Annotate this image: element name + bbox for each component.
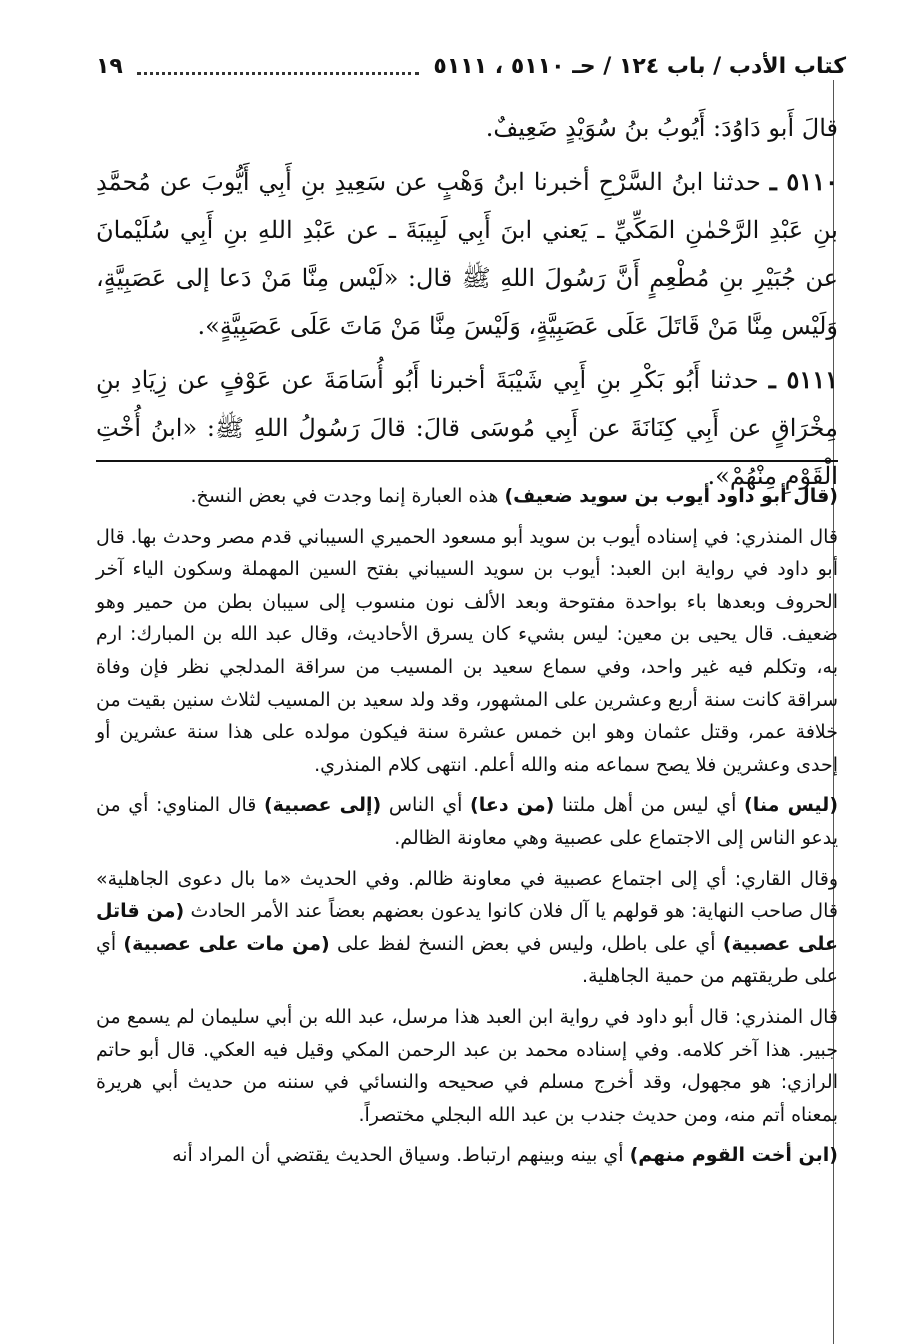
commentary-paragraph [96,789,838,854]
abu-dawud-note: قالَ أَبو دَاوُدَ: أَيُوبُ بنُ سُوَيْدٍ ضَعِيفٌ. [485,114,838,142]
commentary-text: وقال القاري: أي إلى اجتماع عصبية في معاونة ظالم. وفي الحديث «ما بال دعوى الجاهلية» قال صاحب النهاية: هو قولهم يا آل فلان كانوا يدعون بعضهم بعضاً عند الأمر الحادث [96,867,838,923]
bold-lemma: (ليس منا) [744,794,839,817]
commentary-text: أي ليس من أهل ملتنا [554,794,745,817]
running-header [96,46,846,86]
bold-lemma: (قال أبو داود أيوب بن سويد ضعيف) [504,485,838,507]
commentary-section [96,480,838,1180]
hadith-text: حدثنا أَبُو بَكْرِ بنِ أَبِي شَيْبَةَ أخبرنا أَبُو أُسَامَةَ عن عَوْفٍ عن زِيَادِ بنِ مِخْرَاقٍ عن أَبِي كِنَانَةَ عن أَبِي مُوسَى قالَ: قالَ رَسُولُ اللهِ ﷺ: «ابنُ أُخْتِ الْقَوْمِ مِنْهُمْ». [96,366,838,490]
commentary-text: هذه العبارة إنما وجدت في بعض النسخ. [190,485,505,507]
commentary-text: أي على طريقتهم من حمية الجاهلية. [96,932,838,988]
header-dot-leader [137,58,420,75]
commentary-paragraph [96,863,838,993]
bold-lemma: (من دعا) [470,794,555,817]
header-title: كتاب الأدب / باب ١٢٤ / حـ ٥١١٠ ، ٥١١١ [433,53,846,79]
separator-rule [96,460,838,462]
hadith-5111 [96,356,838,500]
commentary-paragraph [96,1139,838,1172]
hadith-5110 [96,158,838,350]
bold-lemma: (إلى عصبية) [264,794,382,817]
commentary-text: قال المناوي: أي من يدعو الناس إلى الاجتماع على عصبية وهي معاونة الظالم. [96,794,838,849]
bold-lemma: (من مات على عصبية) [123,932,330,955]
commentary-text: أي على باطل، وليس في بعض النسخ لفظ على [329,932,723,955]
bold-lemma: (من قاتل على عصبية) [96,900,838,955]
commentary-text: أي بينه وبينهم ارتباط. وسياق الحديث يقتضي أن المراد أنه [172,1144,630,1167]
hadith-number: ٥١١٠ ـ [769,167,838,196]
commentary-paragraph: قال المنذري: قال أبو داود في رواية ابن العبد هذا مرسل، عبد الله بن أبي سليمان لم يسمع من جبير. هذا آخر كلامه. وفي إسناده محمد بن عبد الرحمن المكي وقيل فيه العكي. قال أبو حاتم الرازي: هو مجهول، وقد أخرج مسلم في صحيحه والنسائي في سننه من حديث أبي هريرة بمعناه أتم منه، ومن حديث جندب بن عبد الله البجلي مختصراً. [96,1005,838,1126]
commentary-paragraph: قال المنذري: في إسناده أيوب بن سويد أبو مسعود الحميري السيباني قدم مصر وحدث بها. قال أبو داود في رواية ابن العبد: أيوب بن سويد السيباني بفتح السين المهملة وسكون الياء آخر الحروف وبعدها باء بواحدة مفتوحة وبعد الألف نون منسوب إلى سيبان بطن من حمير وهو ضعيف. قال يحيى بن معين: ليس بشيء كان يسرق الأحاديث، وقال عبد الله بن المبارك: ارم به، وتكلم فيه غير واحد، وفي سماع سعيد بن المسيب من سراقة المدلجي نظر فإن وفاة سراقة كانت سنة أربع وعشرين على المشهور، وقد ولد سعيد بن المسيب لثلاث سنين بقيت من خلافة عمر، وقتل عثمان وهو ابن خمس عشرة سنة فيكون مولده على هذا سنة عشرين أو إحدى وعشرين فلا يصح سماعه منه والله أعلم. انتهى كلام المنذري. [96,525,838,776]
commentary-paragraph [96,480,838,513]
hadith-text: حدثنا ابنُ السَّرْحِ أخبرنا ابنُ وَهْبٍ عن سَعِيدِ بنِ أَبِي أَيُّوبَ عن مُحمَّدِ بنِ عَبْدِ الرَّحْمٰنِ المَكِّيِّ ـ يَعني ابنَ أَبِي لَبِيبَةَ ـ عن عَبْدِ اللهِ بنِ أَبِي سُلَيْمانَ عن جُبَيْرِ بنِ مُطْعِمٍ أَنَّ رَسُولَ اللهِ ﷺ قال: «لَيْس مِنَّا مَنْ دَعا إلى عَصَبِيَّةٍ، وَلَيْس مِنَّا مَنْ قَاتَلَ عَلَى عَصَبِيَّةٍ، وَلَيْسَ مِنَّا مَنْ مَاتَ عَلَى عَصَبِيَّةٍ». [96,168,838,340]
hadith-number: ٥١١١ ـ [768,365,839,394]
page-number: ١٩ [96,53,123,79]
commentary-text: أي الناس [381,794,471,817]
hadith-section [96,104,838,506]
bold-lemma: (ابن أخت القوم منهم) [629,1144,838,1167]
